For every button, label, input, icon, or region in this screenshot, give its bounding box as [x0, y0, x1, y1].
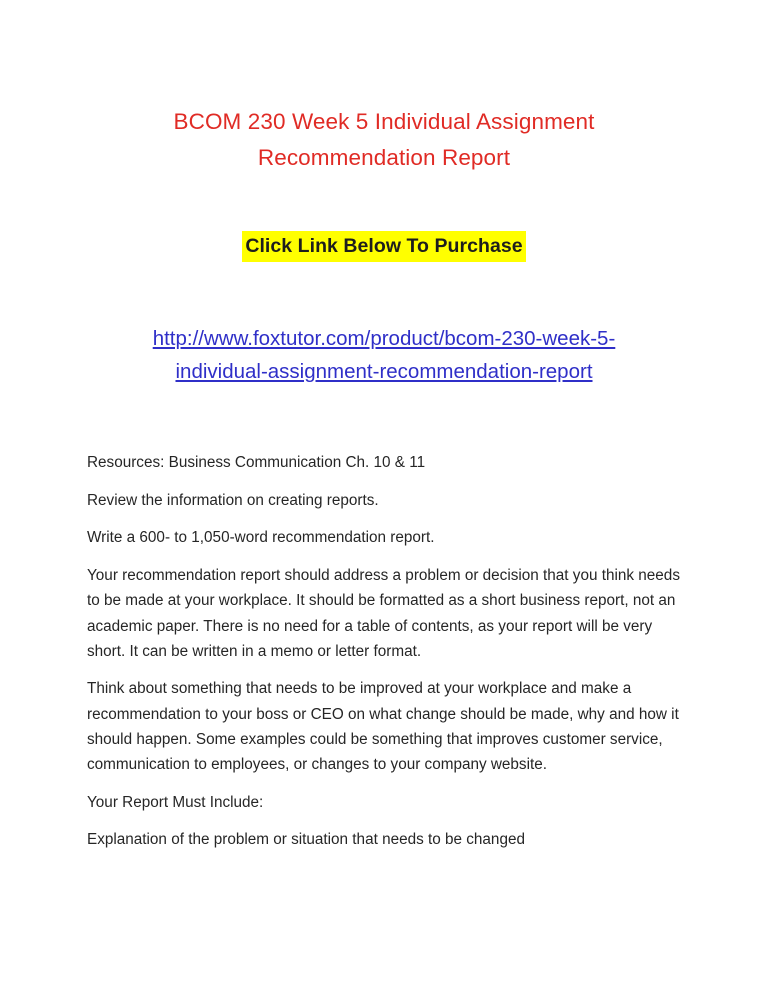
purchase-link-line-2: individual-assignment-recommendation-report [175, 360, 593, 383]
paragraph-resources: Resources: Business Communication Ch. 10 & 11 [87, 454, 426, 471]
body-content [87, 450, 680, 853]
purchase-link-row [0, 322, 768, 388]
paragraph-review: Review the information on creating reports. [87, 491, 379, 509]
paragraph-think-about: Think about something that needs to be improved at your workplace and make a recommendation to your boss or CEO on what change should be made, why and how it should happen. Some examples could be something that improves customer service, communication to employees, or changes to your company website. [87, 680, 679, 774]
paragraph-must-include-heading: Your Report Must Include: [87, 793, 264, 811]
call-to-action-highlight: Click Link Below To Purchase [242, 231, 525, 262]
purchase-link[interactable] [0, 322, 768, 388]
page-title-line-1: BCOM 230 Week 5 Individual Assignment [173, 109, 595, 135]
paragraph-report-guidance: Your recommendation report should address a problem or decision that you think needs to be made at your workplace. It should be formatted as a short business report, not an academic paper. There is no need for a table of contents, as your report will be very short. It can be written in a memo or letter format. [87, 567, 680, 660]
page-title-line-2: Recommendation Report [257, 145, 511, 171]
page-title [0, 104, 768, 176]
purchase-link-line-1: http://www.foxtutor.com/product/bcom-230-week-5- [152, 327, 616, 350]
paragraph-write: Write a 600- to 1,050-word recommendation report. [87, 529, 435, 547]
paragraph-explanation-item: Explanation of the problem or situation that needs to be changed [87, 831, 525, 849]
call-to-action-row [0, 231, 768, 262]
